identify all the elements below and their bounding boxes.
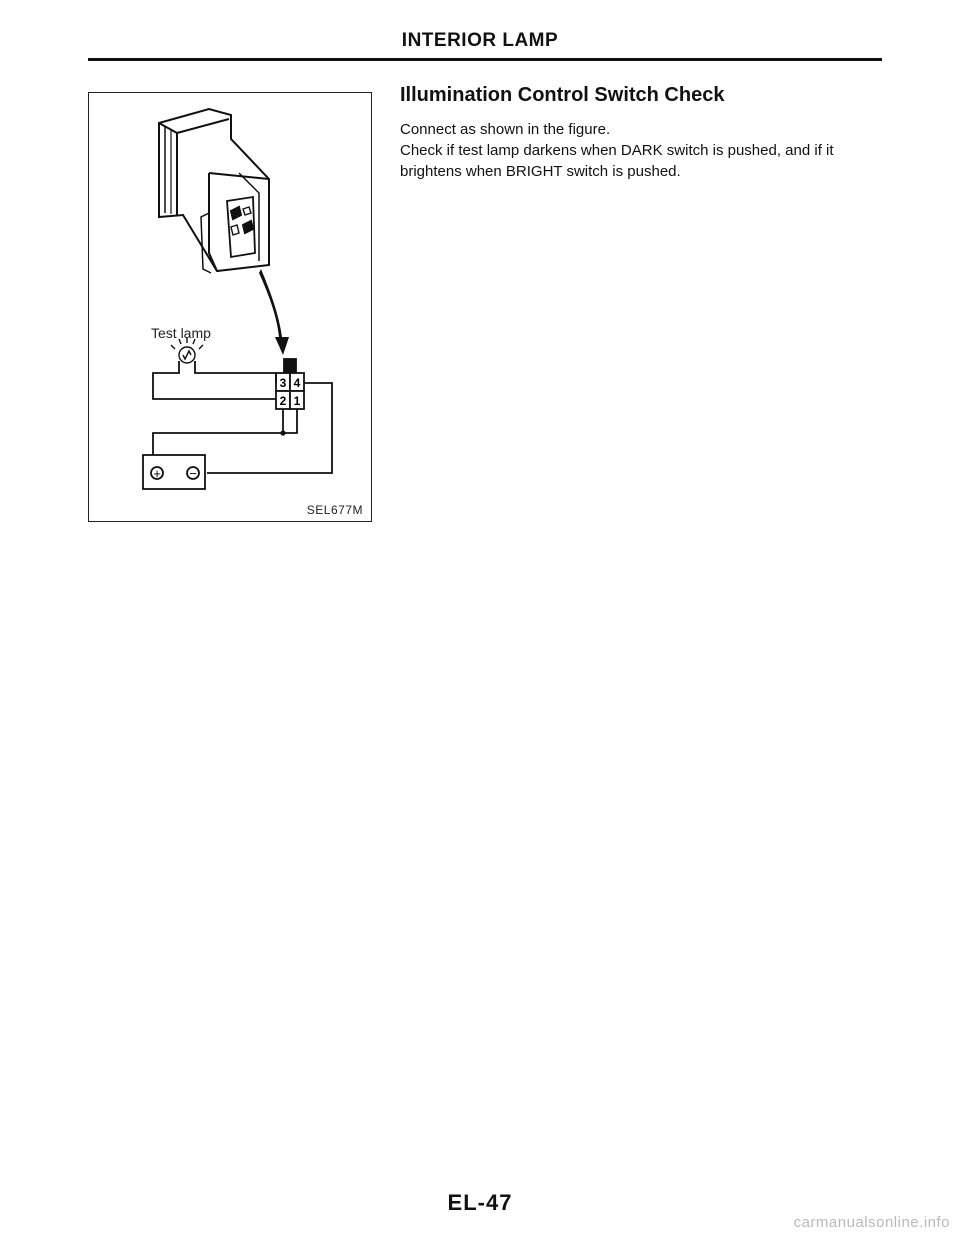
check-section — [400, 84, 890, 182]
instruction-paragraph: Connect as shown in the figure. — [400, 121, 611, 138]
terminal-3: 3 — [279, 376, 287, 390]
header-divider — [88, 58, 882, 61]
terminal-2: 2 — [279, 394, 287, 408]
wiring-figure — [88, 92, 372, 522]
terminal-4: 4 — [293, 376, 301, 390]
page-title: INTERIOR LAMP — [401, 30, 559, 51]
watermark: carmanualsonline.info — [793, 1214, 950, 1231]
connector-terminal-labels — [89, 93, 373, 523]
section-heading: Illumination Control Switch Check — [400, 84, 725, 106]
battery-positive-label: + — [153, 466, 161, 481]
instruction-paragraph: Check if test lamp darkens when DARK switch is pushed, and if it brightens when BRIGHT switch is pushed. — [400, 142, 834, 180]
battery-negative-label: − — [189, 466, 197, 481]
page-number: EL-47 — [447, 1190, 513, 1215]
section-body — [400, 119, 890, 182]
terminal-1: 1 — [293, 394, 301, 408]
figure-code: SEL677M — [306, 503, 363, 517]
test-lamp-label: Test lamp — [151, 325, 211, 341]
